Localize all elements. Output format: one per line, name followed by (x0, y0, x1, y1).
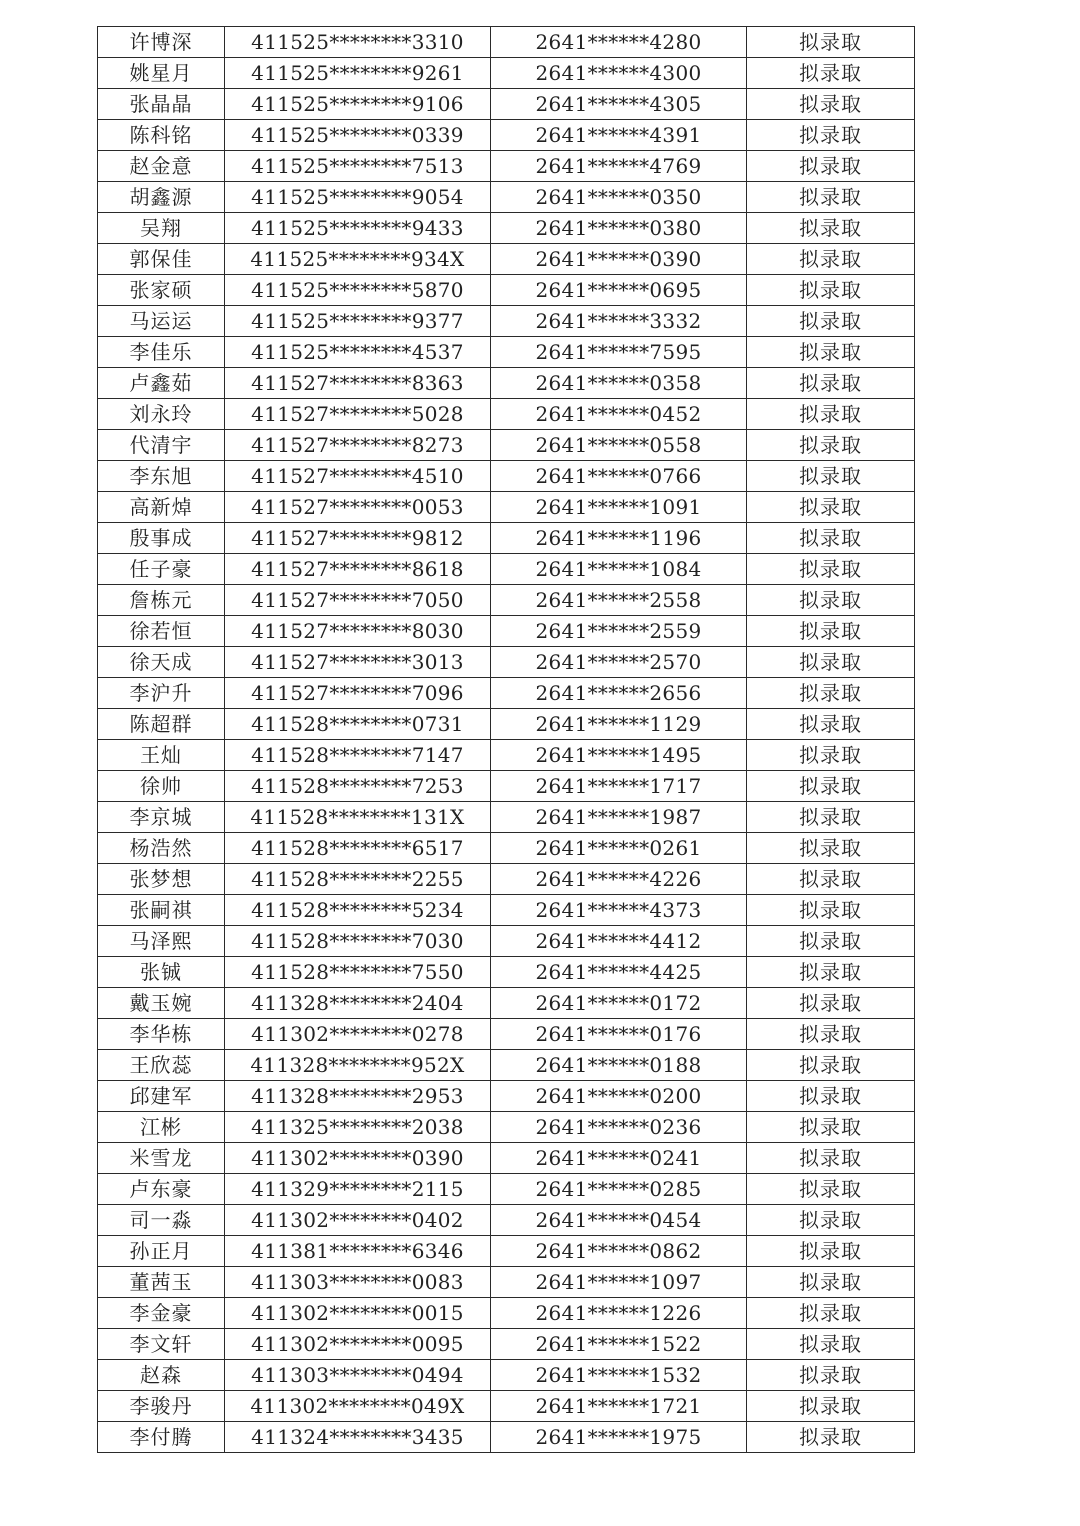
id-number-cell: 411528********7253 (225, 771, 491, 802)
exam-number-cell: 2641******4425 (491, 957, 747, 988)
table-row (98, 802, 915, 833)
table-row (98, 926, 915, 957)
table-row (98, 523, 915, 554)
table-row (98, 957, 915, 988)
table-row (98, 895, 915, 926)
name-cell: 姚星月 (98, 58, 225, 89)
status-cell: 拟录取 (747, 554, 915, 585)
admission-table-body (98, 27, 915, 1453)
status-cell: 拟录取 (747, 864, 915, 895)
id-number-cell: 411525********9106 (225, 89, 491, 120)
id-number-cell: 411525********9433 (225, 213, 491, 244)
name-cell: 李骏丹 (98, 1391, 225, 1422)
id-number-cell: 411525********9261 (225, 58, 491, 89)
status-cell: 拟录取 (747, 709, 915, 740)
name-cell: 陈科铭 (98, 120, 225, 151)
table-row (98, 1050, 915, 1081)
id-number-cell: 411302********0402 (225, 1205, 491, 1236)
name-cell: 李金豪 (98, 1298, 225, 1329)
status-cell: 拟录取 (747, 213, 915, 244)
exam-number-cell: 2641******0862 (491, 1236, 747, 1267)
table-row (98, 151, 915, 182)
status-cell: 拟录取 (747, 1329, 915, 1360)
status-cell: 拟录取 (747, 1391, 915, 1422)
exam-number-cell: 2641******2656 (491, 678, 747, 709)
table-row (98, 616, 915, 647)
status-cell: 拟录取 (747, 1050, 915, 1081)
id-number-cell: 411528********7030 (225, 926, 491, 957)
id-number-cell: 411525********0339 (225, 120, 491, 151)
table-row (98, 1360, 915, 1391)
id-number-cell: 411528********6517 (225, 833, 491, 864)
name-cell: 孙正月 (98, 1236, 225, 1267)
exam-number-cell: 2641******1721 (491, 1391, 747, 1422)
status-cell: 拟录取 (747, 1236, 915, 1267)
exam-number-cell: 2641******0452 (491, 399, 747, 430)
exam-number-cell: 2641******0695 (491, 275, 747, 306)
exam-number-cell: 2641******1084 (491, 554, 747, 585)
name-cell: 赵森 (98, 1360, 225, 1391)
id-number-cell: 411303********0083 (225, 1267, 491, 1298)
id-number-cell: 411302********0390 (225, 1143, 491, 1174)
exam-number-cell: 2641******1987 (491, 802, 747, 833)
table-row (98, 1205, 915, 1236)
exam-number-cell: 2641******0766 (491, 461, 747, 492)
exam-number-cell: 2641******4373 (491, 895, 747, 926)
name-cell: 戴玉婉 (98, 988, 225, 1019)
name-cell: 张晶晶 (98, 89, 225, 120)
table-row (98, 1422, 915, 1453)
id-number-cell: 411527********7096 (225, 678, 491, 709)
id-number-cell: 411302********049X (225, 1391, 491, 1422)
id-number-cell: 411302********0278 (225, 1019, 491, 1050)
exam-number-cell: 2641******0200 (491, 1081, 747, 1112)
name-cell: 马泽熙 (98, 926, 225, 957)
id-number-cell: 411528********0731 (225, 709, 491, 740)
name-cell: 李佳乐 (98, 337, 225, 368)
exam-number-cell: 2641******0176 (491, 1019, 747, 1050)
id-number-cell: 411527********8618 (225, 554, 491, 585)
exam-number-cell: 2641******0188 (491, 1050, 747, 1081)
status-cell: 拟录取 (747, 802, 915, 833)
status-cell: 拟录取 (747, 523, 915, 554)
id-number-cell: 411328********2953 (225, 1081, 491, 1112)
exam-number-cell: 2641******4769 (491, 151, 747, 182)
name-cell: 徐帅 (98, 771, 225, 802)
table-row (98, 306, 915, 337)
table-row (98, 1329, 915, 1360)
id-number-cell: 411525********4537 (225, 337, 491, 368)
status-cell: 拟录取 (747, 1298, 915, 1329)
name-cell: 吴翔 (98, 213, 225, 244)
table-row (98, 1143, 915, 1174)
id-number-cell: 411381********6346 (225, 1236, 491, 1267)
id-number-cell: 411528********2255 (225, 864, 491, 895)
id-number-cell: 411527********7050 (225, 585, 491, 616)
name-cell: 李沪升 (98, 678, 225, 709)
exam-number-cell: 2641******2570 (491, 647, 747, 678)
status-cell: 拟录取 (747, 585, 915, 616)
exam-number-cell: 2641******1522 (491, 1329, 747, 1360)
table-row (98, 213, 915, 244)
table-row (98, 647, 915, 678)
exam-number-cell: 2641******4305 (491, 89, 747, 120)
name-cell: 张家硕 (98, 275, 225, 306)
status-cell: 拟录取 (747, 182, 915, 213)
id-number-cell: 411525********9054 (225, 182, 491, 213)
name-cell: 王灿 (98, 740, 225, 771)
exam-number-cell: 2641******7595 (491, 337, 747, 368)
name-cell: 王欣蕊 (98, 1050, 225, 1081)
table-row (98, 461, 915, 492)
status-cell: 拟录取 (747, 337, 915, 368)
status-cell: 拟录取 (747, 740, 915, 771)
exam-number-cell: 2641******0236 (491, 1112, 747, 1143)
table-row (98, 492, 915, 523)
name-cell: 江彬 (98, 1112, 225, 1143)
id-number-cell: 411525********7513 (225, 151, 491, 182)
exam-number-cell: 2641******0380 (491, 213, 747, 244)
id-number-cell: 411527********0053 (225, 492, 491, 523)
table-row (98, 1081, 915, 1112)
status-cell: 拟录取 (747, 833, 915, 864)
status-cell: 拟录取 (747, 1112, 915, 1143)
exam-number-cell: 2641******4412 (491, 926, 747, 957)
id-number-cell: 411328********952X (225, 1050, 491, 1081)
id-number-cell: 411525********3310 (225, 27, 491, 58)
id-number-cell: 411527********4510 (225, 461, 491, 492)
exam-number-cell: 2641******1129 (491, 709, 747, 740)
exam-number-cell: 2641******0558 (491, 430, 747, 461)
name-cell: 赵金意 (98, 151, 225, 182)
exam-number-cell: 2641******4391 (491, 120, 747, 151)
status-cell: 拟录取 (747, 771, 915, 802)
exam-number-cell: 2641******4300 (491, 58, 747, 89)
name-cell: 徐若恒 (98, 616, 225, 647)
id-number-cell: 411525********934X (225, 244, 491, 275)
name-cell: 张嗣祺 (98, 895, 225, 926)
status-cell: 拟录取 (747, 461, 915, 492)
status-cell: 拟录取 (747, 1174, 915, 1205)
exam-number-cell: 2641******0241 (491, 1143, 747, 1174)
status-cell: 拟录取 (747, 1422, 915, 1453)
table-row (98, 1019, 915, 1050)
table-row (98, 275, 915, 306)
status-cell: 拟录取 (747, 957, 915, 988)
name-cell: 邱建军 (98, 1081, 225, 1112)
exam-number-cell: 2641******1495 (491, 740, 747, 771)
name-cell: 马运运 (98, 306, 225, 337)
name-cell: 李付腾 (98, 1422, 225, 1453)
status-cell: 拟录取 (747, 58, 915, 89)
exam-number-cell: 2641******0350 (491, 182, 747, 213)
table-row (98, 709, 915, 740)
exam-number-cell: 2641******2558 (491, 585, 747, 616)
exam-number-cell: 2641******0454 (491, 1205, 747, 1236)
name-cell: 郭保佳 (98, 244, 225, 275)
name-cell: 卢鑫茹 (98, 368, 225, 399)
name-cell: 司一淼 (98, 1205, 225, 1236)
table-row (98, 1174, 915, 1205)
status-cell: 拟录取 (747, 244, 915, 275)
status-cell: 拟录取 (747, 1019, 915, 1050)
table-row (98, 1236, 915, 1267)
table-row (98, 740, 915, 771)
status-cell: 拟录取 (747, 1205, 915, 1236)
exam-number-cell: 2641******1196 (491, 523, 747, 554)
status-cell: 拟录取 (747, 151, 915, 182)
table-row (98, 337, 915, 368)
table-row (98, 678, 915, 709)
exam-number-cell: 2641******0358 (491, 368, 747, 399)
status-cell: 拟录取 (747, 678, 915, 709)
exam-number-cell: 2641******0285 (491, 1174, 747, 1205)
table-row (98, 1112, 915, 1143)
table-row (98, 399, 915, 430)
table-row (98, 27, 915, 58)
exam-number-cell: 2641******0172 (491, 988, 747, 1019)
name-cell: 陈超群 (98, 709, 225, 740)
name-cell: 张梦想 (98, 864, 225, 895)
table-row (98, 430, 915, 461)
id-number-cell: 411527********9812 (225, 523, 491, 554)
exam-number-cell: 2641******3332 (491, 306, 747, 337)
name-cell: 卢东豪 (98, 1174, 225, 1205)
table-row (98, 1391, 915, 1422)
status-cell: 拟录取 (747, 89, 915, 120)
name-cell: 李京城 (98, 802, 225, 833)
table-row (98, 244, 915, 275)
status-cell: 拟录取 (747, 399, 915, 430)
id-number-cell: 411528********131X (225, 802, 491, 833)
exam-number-cell: 2641******1717 (491, 771, 747, 802)
table-row (98, 89, 915, 120)
table-row (98, 864, 915, 895)
exam-number-cell: 2641******4226 (491, 864, 747, 895)
status-cell: 拟录取 (747, 430, 915, 461)
exam-number-cell: 2641******1226 (491, 1298, 747, 1329)
table-row (98, 988, 915, 1019)
table-row (98, 58, 915, 89)
status-cell: 拟录取 (747, 27, 915, 58)
name-cell: 李东旭 (98, 461, 225, 492)
status-cell: 拟录取 (747, 275, 915, 306)
name-cell: 董茜玉 (98, 1267, 225, 1298)
status-cell: 拟录取 (747, 895, 915, 926)
id-number-cell: 411527********8273 (225, 430, 491, 461)
exam-number-cell: 2641******2559 (491, 616, 747, 647)
status-cell: 拟录取 (747, 1267, 915, 1298)
name-cell: 詹栋元 (98, 585, 225, 616)
id-number-cell: 411302********0095 (225, 1329, 491, 1360)
name-cell: 李华栋 (98, 1019, 225, 1050)
status-cell: 拟录取 (747, 616, 915, 647)
table-row (98, 585, 915, 616)
table-row (98, 120, 915, 151)
status-cell: 拟录取 (747, 492, 915, 523)
name-cell: 高新焯 (98, 492, 225, 523)
id-number-cell: 411525********5870 (225, 275, 491, 306)
name-cell: 杨浩然 (98, 833, 225, 864)
id-number-cell: 411527********5028 (225, 399, 491, 430)
exam-number-cell: 2641******1532 (491, 1360, 747, 1391)
id-number-cell: 411525********9377 (225, 306, 491, 337)
status-cell: 拟录取 (747, 120, 915, 151)
status-cell: 拟录取 (747, 1360, 915, 1391)
name-cell: 张铖 (98, 957, 225, 988)
id-number-cell: 411527********8363 (225, 368, 491, 399)
exam-number-cell: 2641******0261 (491, 833, 747, 864)
id-number-cell: 411329********2115 (225, 1174, 491, 1205)
id-number-cell: 411303********0494 (225, 1360, 491, 1391)
table-row (98, 182, 915, 213)
exam-number-cell: 2641******0390 (491, 244, 747, 275)
table-row (98, 833, 915, 864)
table-row (98, 1267, 915, 1298)
status-cell: 拟录取 (747, 368, 915, 399)
name-cell: 殷事成 (98, 523, 225, 554)
id-number-cell: 411528********7147 (225, 740, 491, 771)
exam-number-cell: 2641******1091 (491, 492, 747, 523)
name-cell: 徐天成 (98, 647, 225, 678)
exam-number-cell: 2641******4280 (491, 27, 747, 58)
table-row (98, 1298, 915, 1329)
status-cell: 拟录取 (747, 1143, 915, 1174)
id-number-cell: 411528********7550 (225, 957, 491, 988)
id-number-cell: 411528********5234 (225, 895, 491, 926)
id-number-cell: 411527********8030 (225, 616, 491, 647)
name-cell: 代清宇 (98, 430, 225, 461)
admission-table (97, 26, 915, 1453)
id-number-cell: 411527********3013 (225, 647, 491, 678)
id-number-cell: 411302********0015 (225, 1298, 491, 1329)
status-cell: 拟录取 (747, 926, 915, 957)
exam-number-cell: 2641******1097 (491, 1267, 747, 1298)
status-cell: 拟录取 (747, 1081, 915, 1112)
status-cell: 拟录取 (747, 647, 915, 678)
exam-number-cell: 2641******1975 (491, 1422, 747, 1453)
status-cell: 拟录取 (747, 988, 915, 1019)
name-cell: 米雪龙 (98, 1143, 225, 1174)
name-cell: 李文轩 (98, 1329, 225, 1360)
name-cell: 刘永玲 (98, 399, 225, 430)
table-row (98, 368, 915, 399)
id-number-cell: 411325********2038 (225, 1112, 491, 1143)
table-row (98, 554, 915, 585)
id-number-cell: 411324********3435 (225, 1422, 491, 1453)
status-cell: 拟录取 (747, 306, 915, 337)
name-cell: 任子豪 (98, 554, 225, 585)
id-number-cell: 411328********2404 (225, 988, 491, 1019)
table-row (98, 771, 915, 802)
name-cell: 胡鑫源 (98, 182, 225, 213)
name-cell: 许博深 (98, 27, 225, 58)
